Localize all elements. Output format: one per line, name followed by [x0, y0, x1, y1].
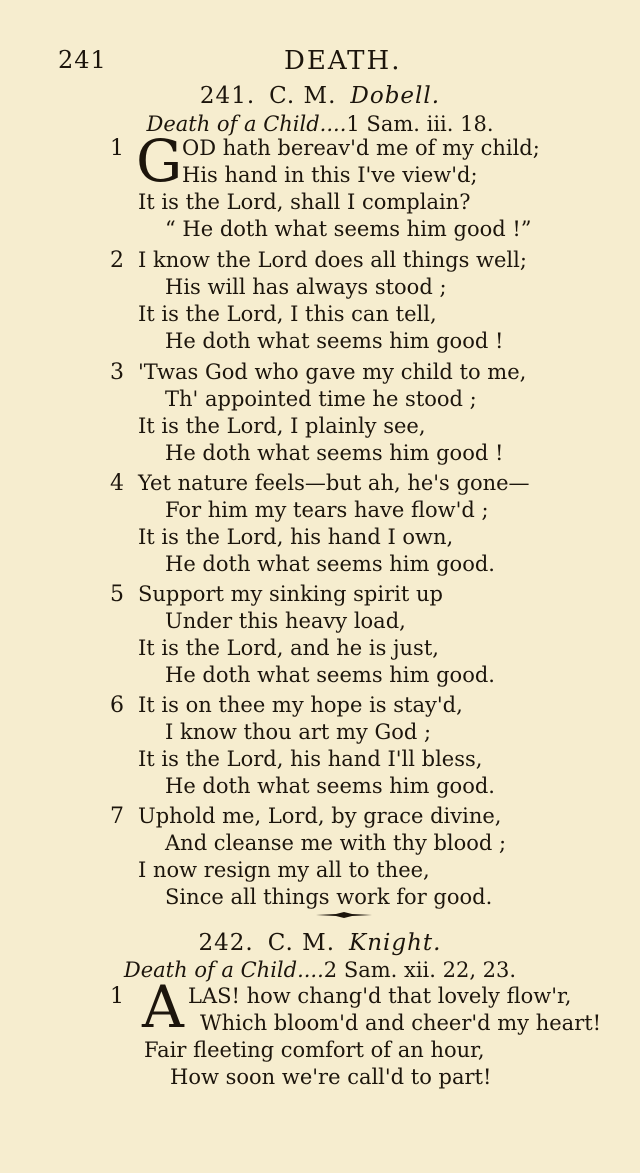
verse-line: I know the Lord does all things well; [138, 248, 527, 272]
verse-line: Yet nature feels—but ah, he's gone— [138, 471, 530, 495]
verse-line: Support my sinking spirit up [138, 582, 443, 606]
verse-line: It is the Lord, shall I complain? [138, 190, 471, 214]
hymn-241-heading [0, 83, 640, 109]
verse-line: He doth what seems him good. [165, 774, 495, 798]
verse-line: His will has always stood ; [165, 275, 447, 299]
hymn-tune: Dobell. [350, 83, 441, 109]
hymn-number: 241. [199, 83, 256, 109]
verse-line: Which bloom'd and cheer'd my heart! [200, 1011, 602, 1035]
hymn-tune: Knight. [349, 930, 442, 956]
verse-line: Th' appointed time he stood ; [165, 387, 477, 411]
verse-number: 7 [110, 804, 124, 829]
verse-number: 3 [110, 360, 124, 385]
verse-line: It is on thee my hope is stay'd, [138, 693, 463, 717]
subtitle-topic: Death of a Child.... [123, 958, 324, 982]
verse-line: For him my tears have flow'd ; [165, 498, 489, 522]
page-number: 241 [58, 46, 107, 74]
hymn-number: 242. [198, 930, 254, 956]
subtitle-reference: 2 Sam. xii. 22, 23. [323, 958, 517, 982]
drop-cap: A [142, 973, 184, 1041]
page-header [58, 46, 580, 80]
verse-number: 5 [110, 582, 124, 607]
verse-line: He doth what seems him good ! [165, 441, 504, 465]
hymn-242-heading [0, 930, 640, 956]
verse-number: 1 [110, 984, 124, 1009]
verse-number: 6 [110, 693, 124, 718]
verse-line: How soon we're call'd to part! [170, 1065, 492, 1089]
verse-line: It is the Lord, his hand I'll bless, [138, 747, 483, 771]
verse-line: It is the Lord, his hand I own, [138, 525, 454, 549]
verse-number: 1 [110, 136, 124, 161]
verse-line: “ He doth what seems him good !” [165, 217, 532, 241]
verse-line: I now resign my all to thee, [138, 858, 430, 882]
hymn-242-subtitle [0, 958, 640, 982]
drop-cap: G [136, 127, 183, 195]
verse-line: It is the Lord, I plainly see, [138, 414, 426, 438]
subtitle-reference: 1 Sam. iii. 18. [346, 112, 494, 136]
hymn-meter: C. M. [269, 83, 337, 109]
verse-line: LAS! how chang'd that lovely flow'r, [188, 984, 572, 1008]
verse-line: OD hath bereav'd me of my child; [182, 136, 540, 160]
hymn-241-subtitle [0, 112, 640, 136]
verse-line: And cleanse me with thy blood ; [165, 831, 507, 855]
verse-line: Under this heavy load, [165, 609, 406, 633]
section-title: DEATH. [284, 46, 402, 76]
verse-line: Fair fleeting comfort of an hour, [144, 1038, 485, 1062]
verse-number: 2 [110, 248, 124, 273]
verse-line: Uphold me, Lord, by grace divine, [138, 804, 502, 828]
verse-line: Since all things work for good. [165, 885, 493, 909]
verse-line: It is the Lord, I this can tell, [138, 302, 437, 326]
verse-line: I know thou art my God ; [165, 720, 432, 744]
verse-line: It is the Lord, and he is just, [138, 636, 439, 660]
verse-number: 4 [110, 471, 124, 496]
verse-line: He doth what seems him good. [165, 663, 495, 687]
verse-line: He doth what seems him good ! [165, 329, 504, 353]
hymn-meter: C. M. [267, 930, 336, 956]
ornament-divider [316, 912, 372, 918]
verse-line: 'Twas God who gave my child to me, [138, 360, 527, 384]
verse-line: His hand in this I've view'd; [182, 163, 478, 187]
subtitle-topic: Death of a Child.... [146, 112, 347, 136]
verse-line: He doth what seems him good. [165, 552, 495, 576]
